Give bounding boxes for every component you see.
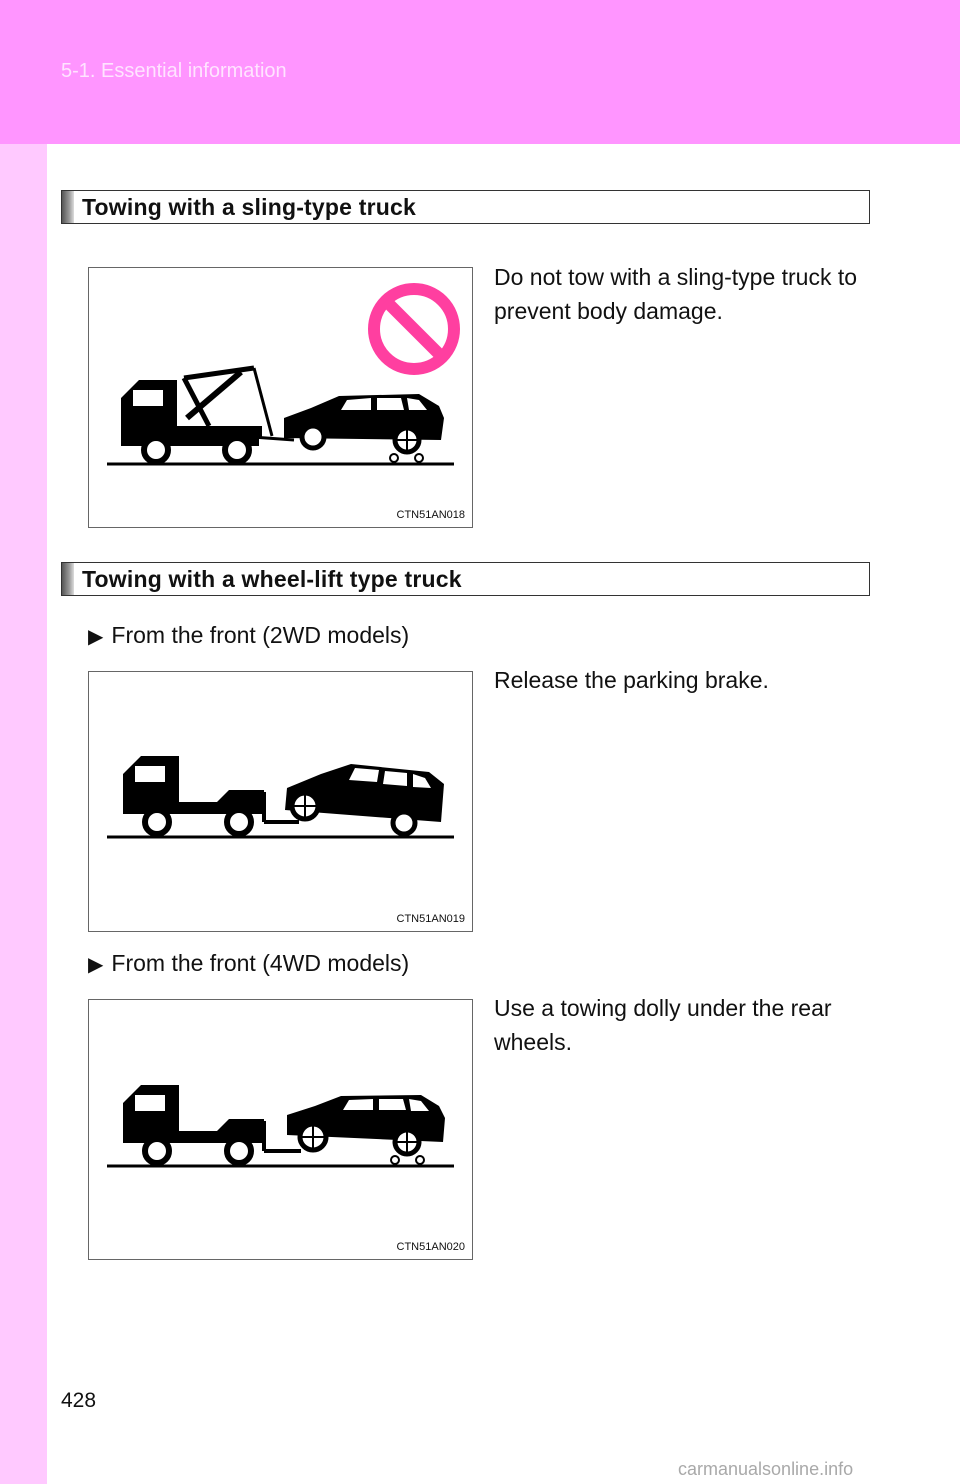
bullet-2wd <box>88 622 409 649</box>
wheel-lift-2wd-illustration <box>89 672 474 933</box>
figure-code: CTN51AN020 <box>396 1241 465 1253</box>
figure-wheel-lift-2wd <box>88 671 473 932</box>
section-title-wheel-lift <box>61 562 870 596</box>
sling-instruction-text: Do not tow with a sling-type truck to prevent body damage. <box>494 264 858 324</box>
4wd-instruction-text: Use a towing dolly under the rear wheels. <box>494 995 832 1055</box>
wheel-lift-4wd-dolly-illustration <box>89 1000 474 1261</box>
bullet-label: From the front (2WD models) <box>111 622 410 648</box>
triangle-bullet-icon: ▶ <box>88 626 104 648</box>
watermark-text: carmanualsonline.info <box>678 1459 854 1479</box>
bullet-4wd <box>88 950 409 977</box>
section-accent <box>62 563 74 595</box>
figure-code: CTN51AN019 <box>396 913 465 925</box>
figure-sling-truck <box>88 267 473 528</box>
sling-truck-prohibited-illustration <box>89 268 474 529</box>
bullet-label: From the front (4WD models) <box>111 950 410 976</box>
figure-wheel-lift-4wd <box>88 999 473 1260</box>
page-number: 428 <box>61 1389 97 1412</box>
triangle-bullet-icon: ▶ <box>88 954 104 976</box>
section-accent <box>62 191 74 223</box>
section-title-sling <box>61 190 870 224</box>
side-band <box>0 144 47 1484</box>
2wd-instruction-text: Release the parking brake. <box>494 667 769 693</box>
section-breadcrumb: 5-1. Essential information <box>61 60 287 82</box>
figure-code: CTN51AN018 <box>396 509 465 521</box>
section-title-text: Towing with a sling-type truck <box>82 194 416 220</box>
section-title-text: Towing with a wheel-lift type truck <box>82 566 462 592</box>
